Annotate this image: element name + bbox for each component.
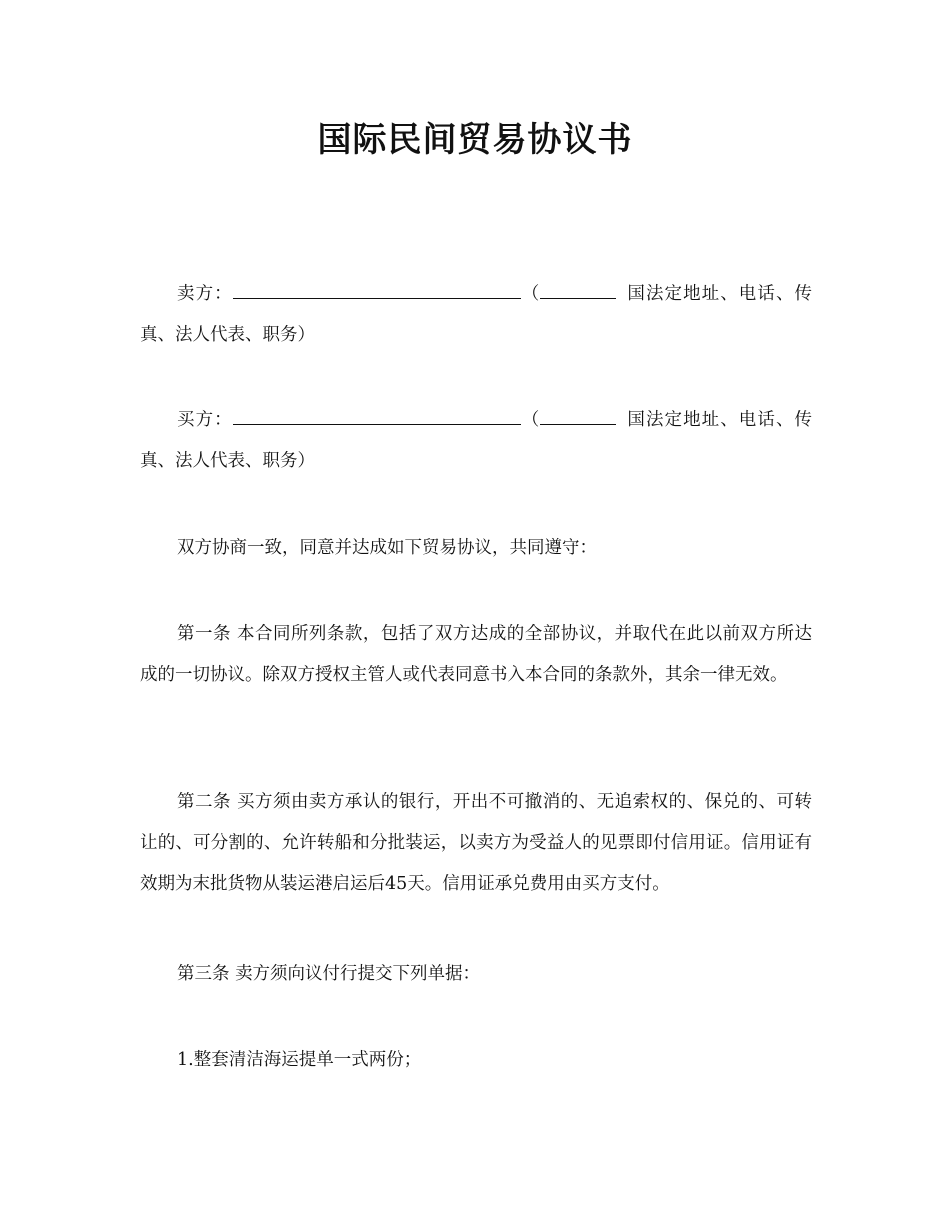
article-2-paragraph: 第二条 买方须由卖方承认的银行，开出不可撤消的、无追索权的、保兑的、可转让的、可分割的、允许转船和分批装运，以卖方为受益人的见票即付信用证。信用证有效期为末批货物从装运港启运后45天。信用证承兑费用由买方支付。: [140, 792, 812, 894]
buyer-open-paren: （: [520, 410, 541, 430]
buyer-line: [140, 400, 812, 482]
intro-paragraph: 双方协商一致，同意并达成如下贸易协议，共同遵守：: [177, 538, 597, 558]
buyer-label: 买方：: [177, 410, 233, 430]
seller-line: [140, 274, 812, 356]
buyer-country-blank: [540, 408, 616, 425]
seller-suffix: 国法定地址、电话、传真、法人代表、职务）: [140, 284, 813, 345]
seller-name-blank: [233, 282, 521, 299]
article-3-paragraph: 第三条 卖方须向议付行提交下列单据：: [177, 964, 481, 984]
seller-country-blank: [540, 282, 616, 299]
item-1-paragraph: 1.整套清洁海运提单一式两份；: [177, 1050, 422, 1070]
seller-open-paren: （: [520, 284, 541, 304]
buyer-name-blank: [233, 408, 521, 425]
document-title: 国际民间贸易协议书: [317, 120, 633, 160]
buyer-suffix: 国法定地址、电话、传真、法人代表、职务）: [140, 410, 813, 471]
seller-label: 卖方：: [177, 284, 233, 304]
article-1-paragraph: 第一条 本合同所列条款，包括了双方达成的全部协议，并取代在此以前双方所达成的一切协议。除双方授权主管人或代表同意书入本合同的条款外，其余一律无效。: [140, 624, 812, 685]
